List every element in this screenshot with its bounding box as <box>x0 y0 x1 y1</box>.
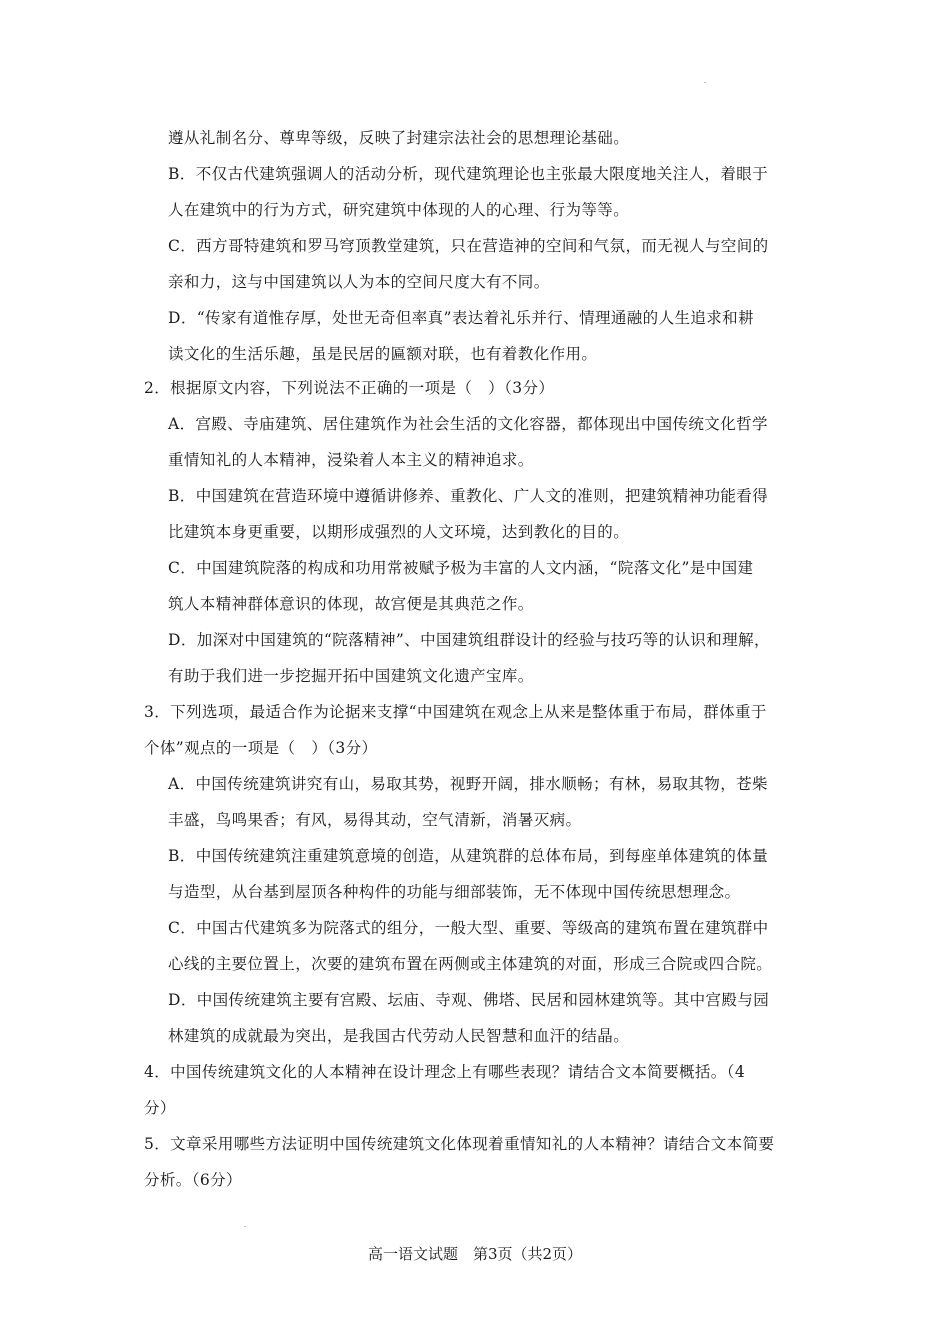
q1-option-d-line1: D．“传家有道惟存厚，处世无奇但率真”表达着礼乐并行、情理通融的人生追求和耕 <box>168 309 754 327</box>
q2-option-c-line1: C．中国建筑院落的构成和功用常被赋予极为丰富的人文内涵，“院落文化”是中国建 <box>168 559 754 577</box>
q3-option-c-line2: 心线的主要位置上，次要的建筑布置在两侧或主体建筑的对面，形成三合院或四合院。 <box>168 955 773 973</box>
q2-option-b-line2: 比建筑本身更重要，以期形成强烈的人文环境，达到教化的目的。 <box>168 523 630 541</box>
q4-stem-line1: 4．中国传统建筑文化的人本精神在设计理念上有哪些表现？请结合文本简要概括。（4 <box>144 1063 746 1081</box>
q3-stem-line2: 个体”观点的一项是（ ）（3分） <box>144 739 378 757</box>
q3-stem-line1: 3．下列选项，最适合作为论据来支撑“中国建筑在观念上从来是整体重于布局，群体重于 <box>144 703 767 721</box>
q1-option-b-line2: 人在建筑中的行为方式，研究建筑中体现的人的心理、行为等等。 <box>168 201 630 219</box>
q4-stem-line2: 分） <box>144 1099 176 1117</box>
q2-option-a-line1: A．宫殿、寺庙建筑、居住建筑作为社会生活的文化容器，都体现出中国传统文化哲学 <box>168 415 768 433</box>
q1-option-c-line2: 亲和力，这与中国建筑以人为本的空间尺度大有不同。 <box>168 273 550 291</box>
q2-stem: 2．根据原文内容，下列说法不正确的一项是（ ）（3分） <box>144 379 555 397</box>
q5-stem-line1: 5．文章采用哪些方法证明中国传统建筑文化体现着重情知礼的人本精神？请结合文本简要 <box>144 1135 775 1153</box>
q2-option-d-line1: D．加深对中国建筑的“院落精神”、中国建筑组群设计的经验与技巧等的认识和理解， <box>168 631 770 649</box>
scan-speck <box>244 1226 246 1227</box>
q5-stem-line2: 分析。（6分） <box>144 1171 242 1189</box>
q3-option-b-line1: B．中国传统建筑注重建筑意境的创造，从建筑群的总体布局，到每座单体建筑的体量 <box>168 847 769 865</box>
q1-option-c-line1: C．西方哥特建筑和罗马穹顶教堂建筑，只在营造神的空间和气氛，而无视人与空间的 <box>168 237 769 255</box>
q3-option-d-line2: 林建筑的成就最为突出，是我国古代劳动人民智慧和血汗的结晶。 <box>168 1027 630 1045</box>
q3-option-c-line1: C．中国古代建筑多为院落式的组分，一般大型、重要、等级高的建筑布置在建筑群中 <box>168 919 769 937</box>
q2-option-b-line1: B．中国建筑在营造环境中遵循讲修养、重教化、广人文的准则，把建筑精神功能看得 <box>168 487 769 505</box>
q1-option-a-continuation: 遵从礼制名分、尊卑等级，反映了封建宗法社会的思想理论基础。 <box>168 129 630 147</box>
q3-option-d-line1: D．中国传统建筑主要有宫殿、坛庙、寺观、佛塔、民居和园林建筑等。其中宫殿与园 <box>168 991 770 1009</box>
q1-option-d-line2: 读文化的生活乐趣，虽是民居的匾额对联，也有着教化作用。 <box>168 345 598 363</box>
q2-option-c-line2: 筑人本精神群体意识的体现，故宫便是其典范之作。 <box>168 595 534 613</box>
q2-option-d-line2: 有助于我们进一步挖掘开拓中国建筑文化遗产宝库。 <box>168 667 534 685</box>
q3-option-a-line2: 丰盛，鸟鸣果香；有风，易得其动，空气清新，消暑灭病。 <box>168 811 582 829</box>
page-footer: 高一语文试题 第3页（共2页） <box>367 1245 583 1263</box>
q2-option-a-line2: 重情知礼的人本精神，浸染着人本主义的精神追求。 <box>168 451 534 469</box>
scan-speck <box>704 82 706 83</box>
q1-option-b-line1: B．不仅古代建筑强调人的活动分析，现代建筑理论也主张最大限度地关注人，着眼于 <box>168 165 769 183</box>
q3-option-a-line1: A．中国传统建筑讲究有山，易取其势，视野开阔，排水顺畅；有林，易取其物，苍柴 <box>168 775 768 793</box>
q3-option-b-line2: 与造型，从台基到屋顶各种构件的功能与细部装饰，无不体现中国传统思想理念。 <box>168 883 741 901</box>
